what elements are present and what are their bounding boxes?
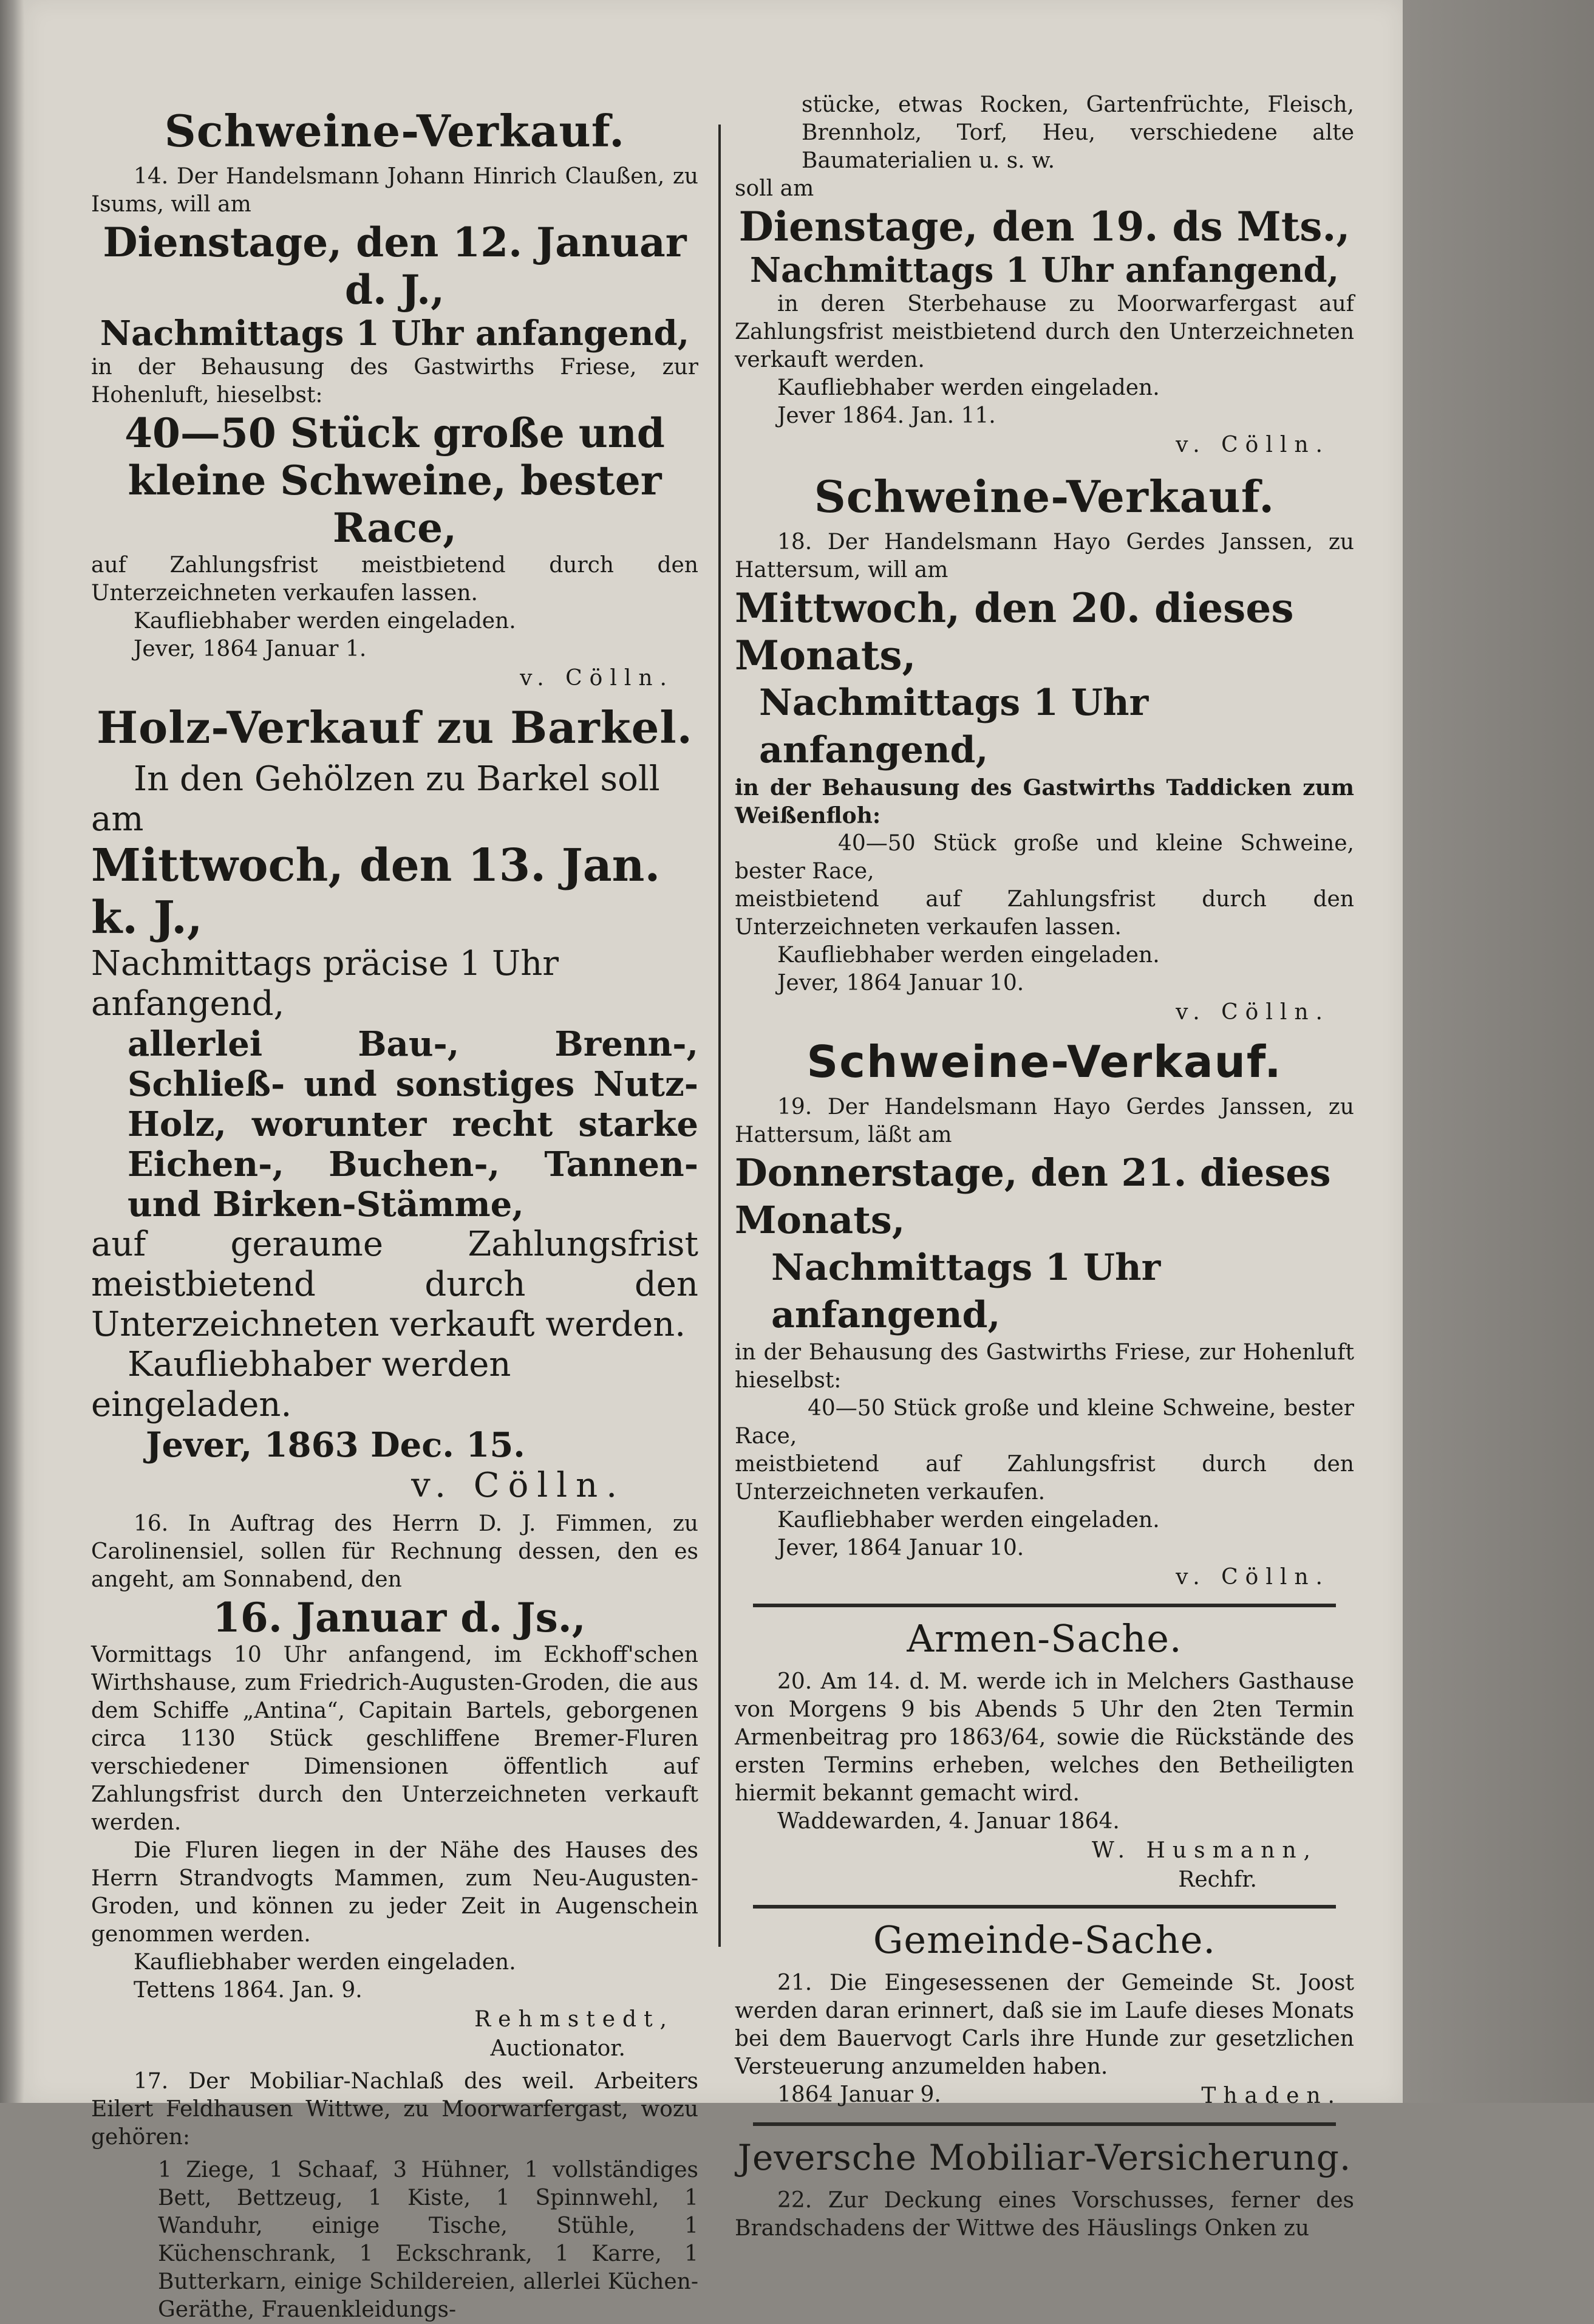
ad-intro: 18. Der Handelsmann Hayo Gerdes Janssen, zu Hattersum, will am — [735, 530, 1354, 583]
ad-schweine-verkauf-14 — [91, 103, 698, 694]
ad-terms: in deren Sterbehause zu Moorwarfergast auf Zahlungsfrist meistbietend durch den Unterzeichneten verkauft werden. — [735, 292, 1354, 372]
ad-armen-sache — [735, 1613, 1354, 1894]
ad-schweine-verkauf-18 — [735, 469, 1354, 1028]
ad-terms: meistbietend auf Zahlungsfrist durch den Unterzeichneten verkaufen lassen. — [735, 887, 1354, 940]
ad-intro: 16. In Auftrag des Herrn D. J. Fimmen, zu Carolinensiel, sollen für Rechnung dessen, den es angeht, am Sonnabend, den — [91, 1511, 698, 1592]
ad-mobiliar-nachlass-17 — [91, 2068, 698, 2324]
ad-invite: Kaufliebhaber werden eingeladen. — [777, 375, 1160, 400]
section-rule — [753, 1604, 1336, 1607]
ad-date: Mittwoch, den 20. dieses Monats, — [735, 584, 1294, 679]
ad-signature: v. Cölln. — [411, 1466, 625, 1505]
section-rule — [753, 2122, 1336, 2126]
ad-invite: Kaufliebhaber werden eingeladen. — [777, 1508, 1160, 1533]
ad-signature: Rehmstedt, — [474, 2007, 674, 2032]
ad-signature: W. Husmann, — [1091, 1838, 1318, 1863]
ad-dateline: Jever, 1864 Januar 10. — [777, 971, 1024, 996]
ad-goods: 40—50 Stück große und kleine Schweine, bester Race, — [735, 831, 1354, 884]
ad-dateline: Tettens 1864. Jan. 9. — [134, 1978, 363, 2003]
ad-dateline: Jever, 1864 Januar 10. — [777, 1536, 1024, 1560]
ad-date: 16. Januar d. Js., — [213, 1594, 586, 1641]
ad-place: in der Behausung des Gastwirths Friese, zur Hohenluft hieselbst: — [735, 1340, 1354, 1393]
ad-signature: v. Cölln. — [1176, 1000, 1330, 1025]
newspaper-page — [24, 0, 1403, 2322]
ad-invite: Kaufliebhaber werden eingeladen. — [134, 1950, 516, 1975]
ad-invite: Kaufliebhaber werden eingeladen. — [134, 609, 516, 634]
ad-schweine-verkauf-19 — [735, 1034, 1354, 1593]
left-column — [91, 103, 698, 2324]
ad-date: Donnerstage, den 21. dieses Monats, — [735, 1150, 1331, 1242]
ad-role: Rechfr. — [1178, 1867, 1257, 1892]
ad-goods: 40—50 Stück große und kleine Schweine, bester Race, — [124, 409, 665, 552]
ad-terms: auf geraume Zahlungsfrist meistbietend durch den Unterzeichneten verkauft werden. — [91, 1225, 698, 1344]
ad-role: Auctionator. — [490, 2036, 625, 2061]
ad-title: Gemeinde-Sache. — [873, 1918, 1216, 1962]
ad-signature: v. Cölln. — [1176, 432, 1330, 457]
ad-invite: Kaufliebhaber werden eingeladen. — [91, 1345, 511, 1424]
ad-body: 21. Die Eingesessenen der Gemeinde St. Joost werden daran erinnert, daß sie im Laufe dieses Monats bei dem Bauervogt Carls ihre Hunde zur gesetzlichen Versteuerung anzumelden haben. — [735, 1970, 1354, 2079]
ad-signature: Thaden. — [1201, 2083, 1342, 2108]
ad-body: Vormittags 10 Uhr anfangend, im Eckhoff'schen Wirthshause, zum Friedrich-Augusten-Groden, die aus dem Schiffe „Antina“, Capitain Bartels, geborgenen circa 1130 Stück geschliffene Bremer-Fluren verschiedener Dimensionen öffentlich auf Zahlungsfrist durch den Unterzeichneten verkauft werden. — [91, 1642, 698, 1835]
ad-items: stücke, etwas Rocken, Gartenfrüchte, Fleisch, Brennholz, Torf, Heu, verschiedene alte Baumaterialien u. s. w. — [802, 92, 1354, 173]
ad-title: Schweine-Verkauf. — [806, 1036, 1282, 1087]
ad-time: Nachmittags 1 Uhr anfangend, — [759, 682, 1149, 771]
ad-signature: v. Cölln. — [1176, 1565, 1330, 1590]
ad-gemeinde-sache — [735, 1915, 1354, 2111]
ad-place: in der Behausung des Gastwirths Taddicken zum Weißenfloh: — [735, 775, 1354, 829]
ad-signature: v. Cölln. — [520, 666, 674, 691]
ad-title: Holz-Verkauf zu Barkel. — [97, 702, 693, 753]
ad-time: Nachmittags 1 Uhr anfangend, — [771, 1246, 1161, 1336]
ad-title: Schweine-Verkauf. — [814, 471, 1275, 522]
ad-body: 22. Zur Deckung eines Vorschusses, ferner des Brandschadens der Wittwe des Häuslings Onken zu — [735, 2188, 1354, 2241]
ad-time: Nachmittags 1 Uhr anfangend, — [749, 250, 1340, 290]
ad-title: Armen-Sache. — [907, 1616, 1182, 1661]
ad-dateline: Jever, 1863 Dec. 15. — [146, 1425, 525, 1465]
ad-time: Nachmittags 1 Uhr anfangend, — [100, 313, 690, 354]
ad-footer — [735, 2081, 1354, 2111]
ad-goods: 40—50 Stück große und kleine Schweine, bester Race, — [735, 1396, 1354, 1449]
section-rule — [753, 1905, 1336, 1909]
ad-holz-verkauf — [91, 700, 698, 1506]
ad-intro: 14. Der Handelsmann Johann Hinrich Claußen, zu Isums, will am — [91, 164, 698, 217]
ad-body-2: Die Fluren liegen in der Nähe des Hauses des Herrn Strandvogts Mammen, zum Neu-Augusten-Groden, und können zu jeder Zeit in Augenschein genommen werden. — [91, 1838, 698, 1947]
ad-invite: Kaufliebhaber werden eingeladen. — [777, 943, 1160, 968]
ad-dateline: Jever 1864. Jan. 11. — [777, 403, 996, 428]
ad-intro: 17. Der Mobiliar-Nachlaß des weil. Arbeiters Eilert Feldhausen Wittwe, zu Moorwarfergast, wozu gehören: — [91, 2069, 698, 2150]
ad-date: Dienstage, den 19. ds Mts., — [738, 203, 1350, 250]
ad-dateline: Jever, 1864 Januar 1. — [134, 637, 367, 661]
ad-lead: soll am — [735, 176, 814, 201]
ad-intro: 19. Der Handelsmann Hayo Gerdes Janssen, zu Hattersum, läßt am — [735, 1095, 1354, 1147]
ad-date: Dienstage, den 12. Januar d. J., — [103, 219, 687, 313]
column-divider — [718, 125, 721, 1947]
ad-terms: auf Zahlungsfrist meistbietend durch den Unterzeichneten verkaufen lassen. — [91, 553, 698, 606]
ad-place: in der Behausung des Gastwirths Friese, zur Hohenluft, hieselbst: — [91, 355, 698, 408]
ad-intro: In den Gehölzen zu Barkel soll am — [91, 759, 660, 839]
ad-dateline: Waddewarden, 4. Januar 1864. — [777, 1809, 1120, 1834]
ad-fluren-16 — [91, 1510, 698, 2063]
ad-title: Jeversche Mobiliar-Versicherung. — [737, 2137, 1352, 2178]
ad-mobiliar-continued — [735, 91, 1354, 460]
ad-dateline: 1864 Januar 9. — [777, 2082, 941, 2107]
ad-items: 1 Ziege, 1 Schaaf, 3 Hühner, 1 vollständiges Bett, Bettzeug, 1 Kiste, 1 Spinnwehl, 1 Wanduhr, einige Tische, Stühle, 1 Küchenschrank, 1 Eckschrank, 1 Karre, 1 Butterkarn, einige Schildereien, allerlei Küchen-Geräthe, Frauenkleidungs- — [158, 2158, 698, 2322]
ad-mobiliar-versicherung — [735, 2132, 1354, 2243]
right-column — [735, 91, 1354, 2243]
ad-goods: allerlei Bau-, Brenn-, Schließ- und sonstiges Nutz-Holz, worunter recht starke Eichen-, Buchen-, Tannen- und Birken-Stämme, — [128, 1024, 698, 1225]
ad-date: Mittwoch, den 13. Jan. k. J., — [91, 839, 661, 944]
ad-title: Schweine-Verkauf. — [164, 105, 625, 157]
ad-terms: meistbietend auf Zahlungsfrist durch den Unterzeichneten verkaufen. — [735, 1452, 1354, 1505]
ad-body: 20. Am 14. d. M. werde ich in Melchers Gasthause von Morgens 9 bis Abends 5 Uhr den 2ten Termin Armenbeitrag pro 1863/64, sowie die Rückstände des ersten Termins erheben, welches den Betheiligten hiermit bekannt gemacht wird. — [735, 1669, 1354, 1806]
ad-time: Nachmittags präcise 1 Uhr anfangend, — [91, 944, 559, 1024]
